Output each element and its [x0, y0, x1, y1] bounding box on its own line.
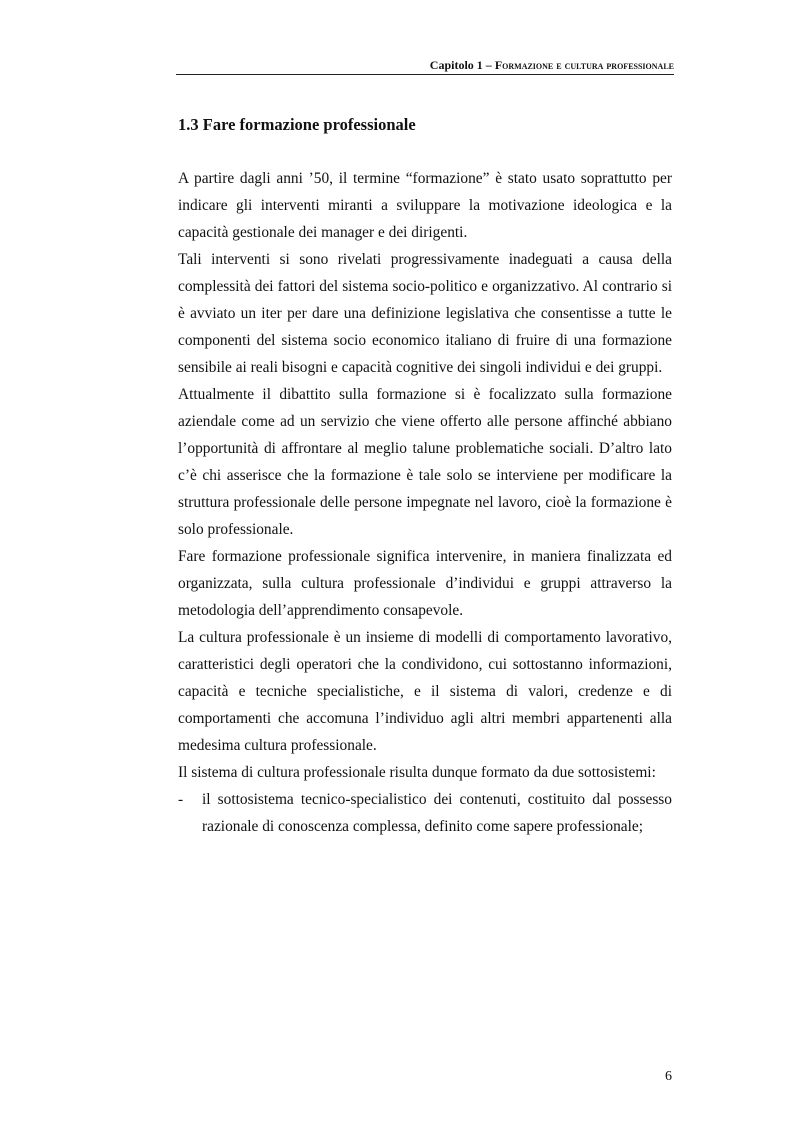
- paragraph: La cultura professionale è un insieme di modelli di comportamento lavorativo, caratteristici degli operatori che la condividono, cui sottostanno informazioni, capacità e tecniche specialistiche, e il sistema di valori, credenze e di comportamenti che accomuna l’individuo agli altri membri appartenenti alla medesima cultura professionale.: [178, 629, 672, 754]
- paragraph: Fare formazione professionale significa intervenire, in maniera finalizzata ed organizzata, sulla cultura professionale d’individui e gruppi attraverso la metodologia dell’apprendimento consapevole.: [178, 548, 672, 619]
- header-chapter: Capitolo 1 –: [429, 58, 495, 72]
- list-item-text: il sottosistema tecnico-specialistico dei contenuti, costituito dal possesso razionale di conoscenza complessa, definito come sapere professionale;: [202, 791, 672, 835]
- paragraph: Attualmente il dibattito sulla formazione si è focalizzato sulla formazione aziendale come ad un servizio che viene offerto alle persone affinché abbiano l’opportunità di affrontare al meglio talune problematiche sociali. D’altro lato c’è chi asserisce che la formazione è tale solo se interviene per modificare la struttura professionale delle persone impegnate nel lavoro, cioè la formazione è solo professionale.: [178, 386, 672, 538]
- body-text: [178, 165, 672, 840]
- page-number: 6: [665, 1069, 672, 1084]
- paragraph: Tali interventi si sono rivelati progressivamente inadeguati a causa della complessità dei fattori del sistema socio-politico e organizzativo. Al contrario si è avviato un iter per dare una definizione legislativa che consentisse a tutte le componenti del sistema socio economico italiano di fruire di una formazione sensibile ai reali bisogni e capacità cognitive dei singoli individui e dei gruppi.: [178, 251, 672, 376]
- section-title: 1.3 Fare formazione professionale: [178, 115, 416, 134]
- bullet-marker: -: [178, 791, 184, 808]
- paragraph: A partire dagli anni ’50, il termine “formazione” è stato usato soprattutto per indicare gli interventi miranti a sviluppare la motivazione ideologica e la capacità gestionale dei manager e dei dirigenti.: [178, 170, 672, 241]
- header-chapter-title: Formazione e cultura professionale: [494, 58, 674, 72]
- running-header: [176, 56, 674, 75]
- list-item: [178, 786, 672, 840]
- bullet-list: [178, 786, 672, 840]
- paragraph: Il sistema di cultura professionale risulta dunque formato da due sottosistemi:: [178, 764, 656, 781]
